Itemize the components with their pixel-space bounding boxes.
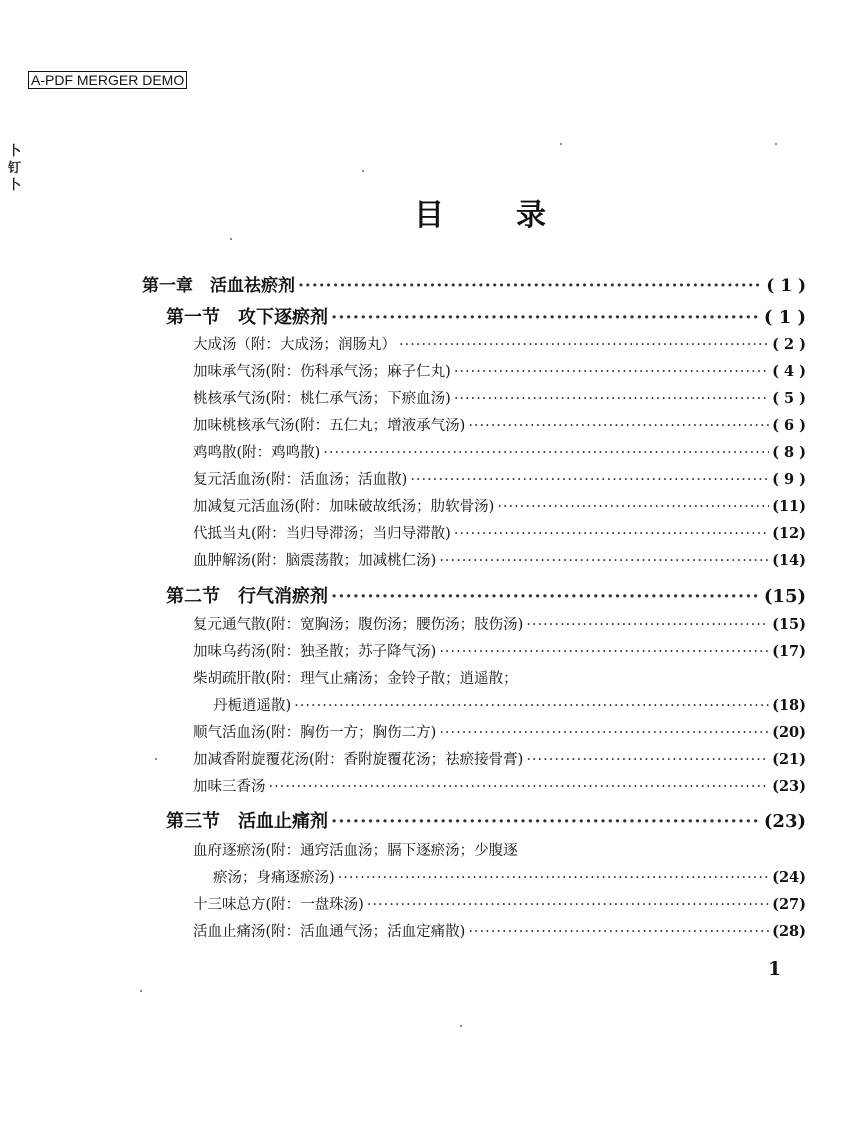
leader-dots	[323, 445, 769, 461]
leader-dots	[298, 276, 763, 296]
toc-label: 瘀汤；身痛逐瘀汤)	[213, 870, 335, 886]
leader-dots	[399, 337, 769, 353]
toc-entry-row[interactable]	[193, 920, 806, 941]
toc-entry-row[interactable]	[193, 640, 806, 661]
leader-dots	[526, 752, 769, 768]
watermark-label: A-PDF MERGER DEMO	[28, 71, 187, 89]
toc-page: (27)	[772, 896, 806, 913]
toc-entry-row[interactable]	[193, 721, 806, 742]
scan-speck	[362, 170, 364, 172]
toc-page: (24)	[772, 869, 806, 886]
toc-entry-row[interactable]	[193, 468, 806, 489]
toc-label: 血肿解汤(附：脑震荡散；加减桃仁汤)	[193, 553, 437, 569]
toc-entry-row[interactable]	[193, 748, 806, 769]
toc-page: ( 9 )	[772, 471, 806, 488]
leader-dots	[331, 811, 761, 832]
toc-page: ( 1 )	[763, 307, 806, 328]
toc-entry-label-line1[interactable]: 柴胡疏肝散(附：理气止痛汤；金铃子散；逍遥散；	[193, 671, 518, 687]
toc-page: ( 6 )	[772, 417, 806, 434]
toc-entry-row[interactable]	[193, 549, 806, 570]
toc-entry-row[interactable]	[193, 360, 806, 381]
leader-dots	[331, 307, 761, 328]
toc-label: 桃核承气汤(附：桃仁承气汤；下瘀血汤)	[193, 391, 451, 407]
toc-page: (14)	[772, 552, 806, 569]
toc-label: 第三节 活血止痛剂	[166, 811, 328, 832]
toc-page: ( 1 )	[766, 276, 806, 296]
scan-speck	[140, 990, 142, 992]
toc-label: 加减复元活血汤(附：加味破故纸汤；肋软骨汤)	[193, 499, 495, 515]
page-number: 1	[768, 958, 782, 980]
leader-dots	[468, 924, 769, 940]
toc-page: (15)	[772, 616, 806, 633]
toc-entry-row[interactable]	[193, 387, 806, 408]
toc-page: (23)	[772, 778, 806, 795]
toc-entry-row[interactable]	[193, 522, 806, 543]
toc-label: 加味三香汤	[193, 779, 266, 795]
page-title: 目录	[414, 198, 618, 233]
toc-section-row[interactable]	[166, 582, 806, 608]
scan-speck	[460, 1025, 462, 1027]
toc-page: ( 4 )	[772, 363, 806, 380]
toc-page: (23)	[763, 811, 806, 832]
leader-dots	[410, 472, 769, 488]
toc-page: (12)	[772, 525, 806, 542]
side-margin-mark: 卜钉卜	[8, 144, 22, 193]
toc-page: ( 8 )	[772, 444, 806, 461]
toc-section-row[interactable]	[166, 303, 806, 329]
toc-label: 大成汤（附：大成汤；润肠丸）	[193, 337, 396, 353]
toc-label: 加味乌药汤(附：独圣散；苏子降气汤)	[193, 644, 437, 660]
toc-entry-row[interactable]	[193, 893, 806, 914]
leader-dots	[468, 418, 769, 434]
scan-speck	[560, 143, 562, 145]
toc-page: (18)	[772, 697, 806, 714]
leader-dots	[439, 553, 769, 569]
toc-label: 丹栀逍遥散)	[213, 698, 292, 714]
toc-page: (28)	[772, 923, 806, 940]
toc-page: (15)	[763, 586, 806, 607]
leader-dots	[338, 870, 769, 886]
toc-entry-row[interactable]	[193, 414, 806, 435]
leader-dots	[497, 499, 769, 515]
leader-dots	[526, 617, 769, 633]
toc-label: 第一章 活血祛瘀剂	[142, 276, 295, 296]
toc-page: ( 2 )	[772, 336, 806, 353]
toc-label: 加减香附旋覆花汤(附：香附旋覆花汤；祛瘀接骨膏)	[193, 752, 524, 768]
leader-dots	[454, 364, 769, 380]
toc-label: 顺气活血汤(附：胸伤一方；胸伤二方)	[193, 725, 437, 741]
toc-label: 复元通气散(附：宽胸汤；腹伤汤；腰伤汤；肢伤汤)	[193, 617, 524, 633]
toc-label: 鸡鸣散(附：鸡鸣散)	[193, 445, 321, 461]
toc-entry-row[interactable]	[213, 694, 806, 715]
toc-page: (11)	[772, 498, 806, 515]
leader-dots	[331, 586, 761, 607]
toc-section-row[interactable]	[166, 807, 806, 833]
leader-dots	[269, 779, 770, 795]
leader-dots	[439, 644, 769, 660]
toc-label: 加味承气汤(附：伤科承气汤；麻子仁丸)	[193, 364, 451, 380]
toc-entry-row[interactable]	[193, 613, 806, 634]
scan-speck	[230, 238, 232, 240]
toc-entry-row[interactable]	[193, 495, 806, 516]
scan-speck	[775, 143, 777, 145]
toc-page: (21)	[772, 751, 806, 768]
leader-dots	[439, 725, 769, 741]
toc-entry-label-line1[interactable]: 血府逐瘀汤(附：通窍活血汤；膈下逐瘀汤；少腹逐	[193, 843, 518, 859]
toc-entry-row[interactable]	[213, 866, 806, 887]
toc-page: (20)	[772, 724, 806, 741]
toc-label: 活血止痛汤(附：活血通气汤；活血定痛散)	[193, 924, 466, 940]
toc-page: (17)	[772, 643, 806, 660]
toc-page: ( 5 )	[772, 390, 806, 407]
toc-label: 十三味总方(附：一盘珠汤)	[193, 897, 364, 913]
toc-entry-row[interactable]	[193, 333, 806, 354]
leader-dots	[454, 526, 769, 542]
toc-label: 代抵当丸(附：当归导滞汤；当归导滞散)	[193, 526, 451, 542]
toc-label: 复元活血汤(附：活血汤；活血散)	[193, 472, 408, 488]
toc-label: 第二节 行气消瘀剂	[166, 586, 328, 607]
toc-label: 加味桃核承气汤(附：五仁丸；增液承气汤)	[193, 418, 466, 434]
leader-dots	[367, 897, 769, 913]
toc-label: 第一节 攻下逐瘀剂	[166, 307, 328, 328]
leader-dots	[454, 391, 769, 407]
leader-dots	[294, 698, 769, 714]
toc-entry-row[interactable]	[193, 441, 806, 462]
toc-chapter-row[interactable]	[142, 271, 806, 296]
scan-speck	[155, 758, 157, 760]
toc-entry-row[interactable]	[193, 775, 806, 796]
